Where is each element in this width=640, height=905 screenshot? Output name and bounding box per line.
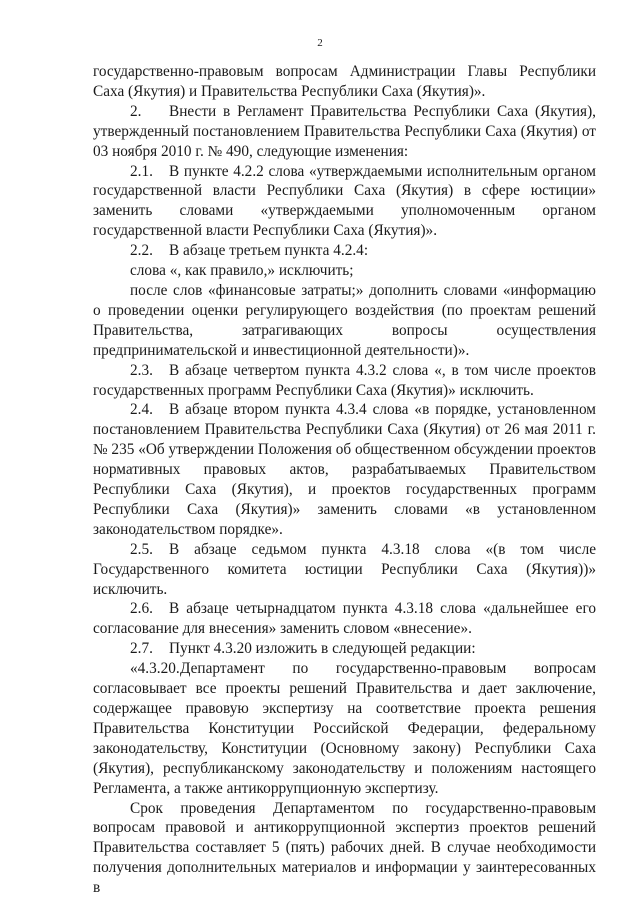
paragraph-number: 2.1.: [130, 162, 153, 180]
paragraph-text: В абзаце седьмом пункта 4.3.18 слова «(в том числе Государственного комитета юстиции Республики Саха (Якутия))» исключить.: [93, 540, 596, 598]
paragraph-item-2-4: [93, 400, 596, 539]
paragraph-text: Срок проведения Департаментом по государственно-правовым вопросам правовой и антикоррупционной экспертиз проектов решений Правительства составляет 5 (пять) рабочих дней. В случае необходимости получения дополнительных материалов и информации у заинтересованных в: [93, 799, 596, 897]
paragraph-item-2: [93, 102, 596, 162]
paragraph-item-2-1: [93, 162, 596, 242]
paragraph-item-2-5: [93, 540, 596, 600]
paragraph-number: 2.3.: [130, 361, 153, 379]
document-body: [93, 62, 596, 898]
paragraph-subitem: [93, 281, 596, 361]
paragraph-deadline: [93, 799, 596, 899]
paragraph-subitem: [93, 261, 596, 281]
paragraph-text: В пункте 4.2.2 слова «утверждаемыми исполнительным органом государственной власти Республики Саха (Якутия) в сфере юстиции» заменить словами «утверждаемыми уполномоченным органом государственной власти Республики Саха (Якутия)».: [93, 162, 596, 240]
paragraph-text: Внести в Регламент Правительства Республики Саха (Якутия), утвержденный постановлением Правительства Республики Саха (Якутия) от 03 ноября 2010 г. № 490, следующие изменения:: [93, 102, 596, 160]
paragraph-text: В абзаце четвертом пункта 4.3.2 слова «, в том числе проектов государственных программ Республики Саха (Якутия)» исключить.: [93, 361, 596, 399]
page-number: 2: [317, 37, 323, 49]
paragraph-number: 2.4.: [130, 401, 153, 419]
paragraph-text: после слов «финансовые затраты;» дополнить словами «информацию о проведении оценки регулирующего воздействия (по проектам решений Правительства, затрагивающих вопросы осуществления предпринимательской и инвестиционной деятельности)».: [93, 281, 596, 359]
paragraph-item-2-2: [93, 241, 596, 261]
paragraph-text: Департамент по государственно-правовым вопросам согласовывает все проекты решений Правительства и дает заключение, содержащее правовую экспертизу на соответствие проекта решения Правительства Конституции Российской Федерации, федеральному законодательству, Конституции (Основному закону) Республики Саха (Якутия), республиканскому законодательству и положениям настоящего Регламента, а также антикоррупционную экспертизу.: [93, 660, 596, 797]
paragraph-quoted-4-3-20: [93, 659, 596, 798]
paragraph-text: слова «, как правило,» исключить;: [130, 262, 354, 280]
paragraph-continuation: [93, 62, 596, 102]
paragraph-text: В абзаце втором пункта 4.3.4 слова «в порядке, установленном постановлением Правительства Республики Саха (Якутия) от 26 мая 2011 г. № 235 «Об утверждении Положения об общественном обсуждении проектов нормативных правовых актов, разрабатываемых Правительством Республики Саха (Якутия), и проектов государственных программ Республики Саха (Якутия)» заменить словами «в установленном законодательством порядке».: [93, 401, 597, 538]
paragraph-number: «4.3.20.: [130, 660, 180, 678]
paragraph-number: 2.6.: [130, 600, 153, 618]
paragraph-number: 2.5.: [130, 540, 153, 558]
paragraph-item-2-3: [93, 361, 596, 401]
paragraph-text: В абзаце четырнадцатом пункта 4.3.18 слова «дальнейшее его согласование для внесения» заменить словом «внесение».: [93, 600, 596, 638]
paragraph-text: В абзаце третьем пункта 4.2.4:: [169, 242, 369, 260]
paragraph-item-2-7: [93, 639, 596, 659]
paragraph-text: государственно-правовым вопросам Администрации Главы Республики Саха (Якутия) и Правительства Республики Саха (Якутия)».: [93, 63, 596, 100]
paragraph-number: 2.: [130, 102, 142, 120]
paragraph-number: 2.2.: [130, 242, 153, 260]
paragraph-item-2-6: [93, 599, 596, 639]
paragraph-text: Пункт 4.3.20 изложить в следующей редакции:: [169, 640, 476, 658]
paragraph-number: 2.7.: [130, 640, 153, 658]
